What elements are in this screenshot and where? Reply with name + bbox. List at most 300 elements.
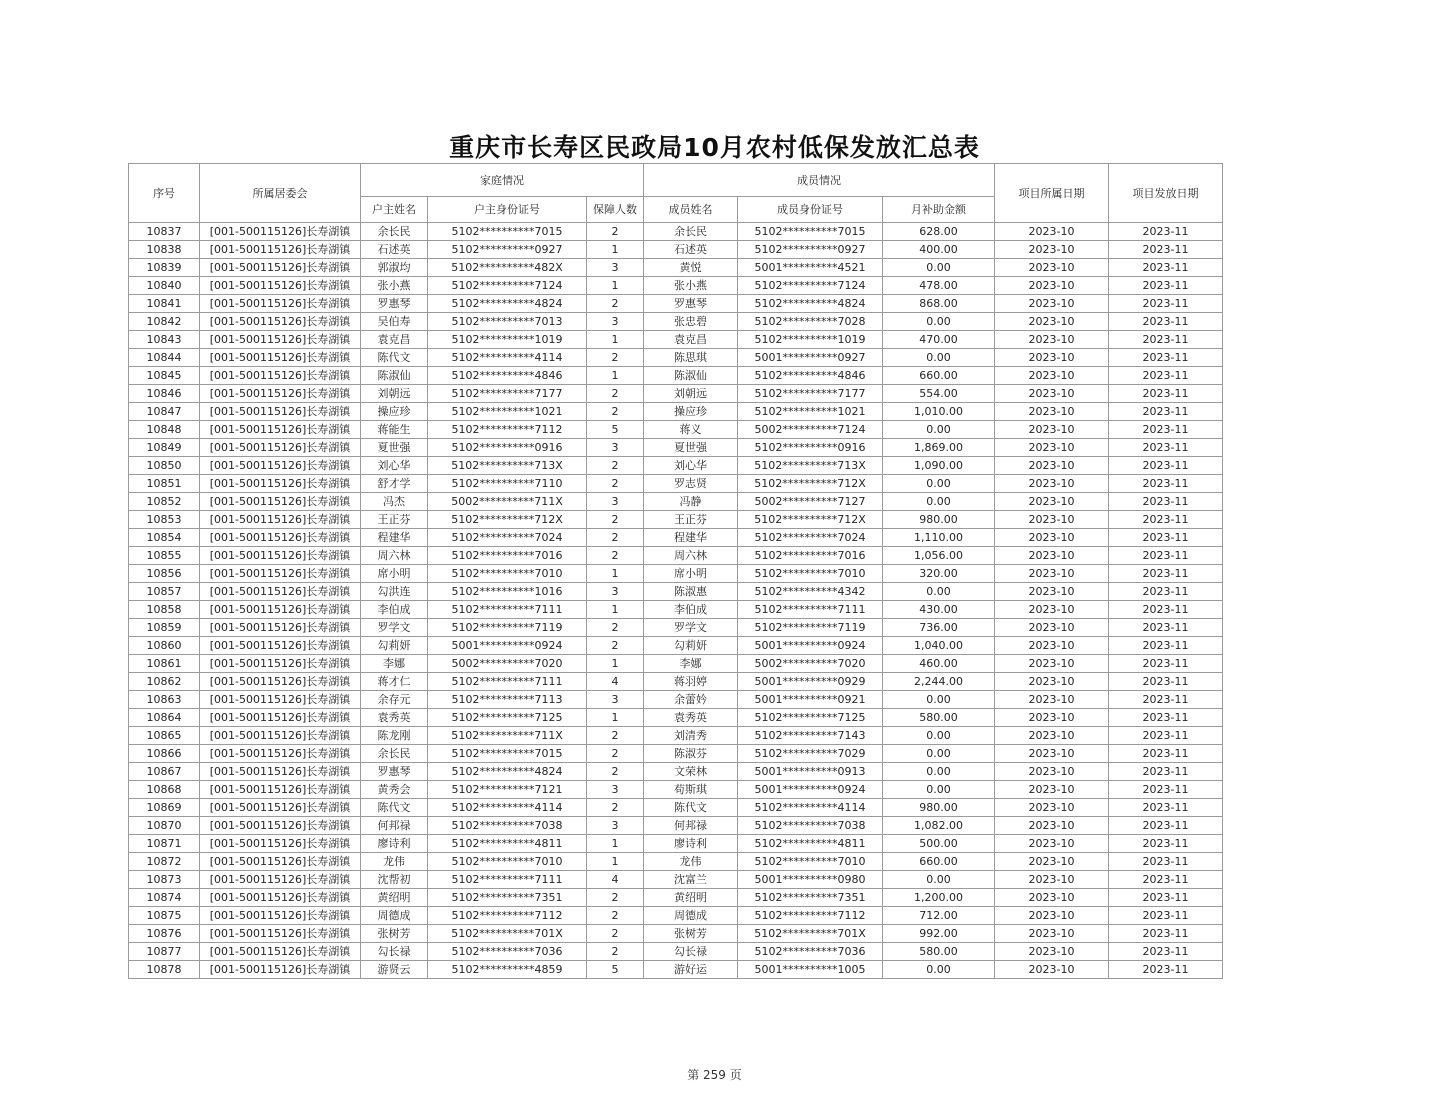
cell-monthly-amount: 0.00 — [883, 871, 995, 889]
cell-member-id: 5102**********7015 — [738, 223, 883, 241]
cell-project-date: 2023-10 — [995, 493, 1109, 511]
cell-member-id: 5001**********4521 — [738, 259, 883, 277]
cell-member-name: 沈富兰 — [644, 871, 738, 889]
cell-monthly-amount: 320.00 — [883, 565, 995, 583]
table-row — [129, 367, 1223, 385]
cell-head-id: 5102**********4114 — [428, 349, 587, 367]
cell-committee: [001-500115126]长寿湖镇 — [200, 547, 361, 565]
cell-head-name: 刘朝远 — [361, 385, 428, 403]
cell-monthly-amount: 0.00 — [883, 493, 995, 511]
cell-monthly-amount: 0.00 — [883, 475, 995, 493]
table-row — [129, 583, 1223, 601]
cell-insured-count: 1 — [587, 655, 644, 673]
cell-project-date: 2023-10 — [995, 241, 1109, 259]
cell-committee: [001-500115126]长寿湖镇 — [200, 439, 361, 457]
cell-member-id: 5001**********0921 — [738, 691, 883, 709]
cell-committee: [001-500115126]长寿湖镇 — [200, 403, 361, 421]
cell-insured-count: 5 — [587, 961, 644, 979]
cell-project-date: 2023-10 — [995, 745, 1109, 763]
cell-head-id: 5102**********713X — [428, 457, 587, 475]
cell-member-name: 石述英 — [644, 241, 738, 259]
cell-serial: 10842 — [129, 313, 200, 331]
cell-member-name: 陈淑惠 — [644, 583, 738, 601]
cell-head-id: 5102**********7036 — [428, 943, 587, 961]
cell-head-id: 5102**********7015 — [428, 745, 587, 763]
cell-project-date: 2023-10 — [995, 403, 1109, 421]
cell-project-date: 2023-10 — [995, 727, 1109, 745]
cell-insured-count: 2 — [587, 385, 644, 403]
cell-head-name: 龙伟 — [361, 853, 428, 871]
table-row — [129, 403, 1223, 421]
cell-member-id: 5102**********0927 — [738, 241, 883, 259]
cell-head-name: 何邦禄 — [361, 817, 428, 835]
table-row — [129, 475, 1223, 493]
cell-member-id: 5102**********1019 — [738, 331, 883, 349]
cell-head-name: 袁秀英 — [361, 709, 428, 727]
table-row — [129, 727, 1223, 745]
cell-issue-date: 2023-11 — [1109, 331, 1223, 349]
cell-project-date: 2023-10 — [995, 277, 1109, 295]
cell-member-name: 程建华 — [644, 529, 738, 547]
table-row — [129, 745, 1223, 763]
cell-monthly-amount: 554.00 — [883, 385, 995, 403]
cell-serial: 10872 — [129, 853, 200, 871]
table-row — [129, 547, 1223, 565]
cell-project-date: 2023-10 — [995, 943, 1109, 961]
col-header-member-id: 成员身份证号 — [738, 197, 883, 223]
cell-member-name: 勾莉妍 — [644, 637, 738, 655]
table-row — [129, 655, 1223, 673]
cell-member-name: 罗志贤 — [644, 475, 738, 493]
cell-head-id: 5102**********4859 — [428, 961, 587, 979]
cell-project-date: 2023-10 — [995, 601, 1109, 619]
cell-issue-date: 2023-11 — [1109, 691, 1223, 709]
cell-head-name: 游贤云 — [361, 961, 428, 979]
cell-insured-count: 2 — [587, 529, 644, 547]
cell-monthly-amount: 0.00 — [883, 583, 995, 601]
cell-head-name: 夏世强 — [361, 439, 428, 457]
cell-monthly-amount: 478.00 — [883, 277, 995, 295]
cell-head-id: 5102**********7024 — [428, 529, 587, 547]
cell-head-name: 罗学文 — [361, 619, 428, 637]
cell-issue-date: 2023-11 — [1109, 961, 1223, 979]
cell-head-id: 5102**********7111 — [428, 601, 587, 619]
table-row — [129, 619, 1223, 637]
cell-issue-date: 2023-11 — [1109, 871, 1223, 889]
cell-issue-date: 2023-11 — [1109, 943, 1223, 961]
cell-serial: 10837 — [129, 223, 200, 241]
cell-monthly-amount: 980.00 — [883, 511, 995, 529]
cell-insured-count: 2 — [587, 457, 644, 475]
cell-insured-count: 2 — [587, 511, 644, 529]
cell-insured-count: 2 — [587, 403, 644, 421]
cell-project-date: 2023-10 — [995, 295, 1109, 313]
col-header-member-name: 成员姓名 — [644, 197, 738, 223]
cell-head-name: 陈淑仙 — [361, 367, 428, 385]
cell-insured-count: 3 — [587, 439, 644, 457]
cell-member-name: 文荣林 — [644, 763, 738, 781]
cell-serial: 10858 — [129, 601, 200, 619]
cell-head-id: 5102**********482X — [428, 259, 587, 277]
cell-monthly-amount: 1,040.00 — [883, 637, 995, 655]
cell-head-name: 罗惠琴 — [361, 295, 428, 313]
cell-member-name: 王正芬 — [644, 511, 738, 529]
cell-monthly-amount: 0.00 — [883, 961, 995, 979]
cell-monthly-amount: 460.00 — [883, 655, 995, 673]
cell-insured-count: 1 — [587, 331, 644, 349]
cell-head-id: 5102**********7124 — [428, 277, 587, 295]
cell-member-id: 5102**********7143 — [738, 727, 883, 745]
cell-member-id: 5102**********7177 — [738, 385, 883, 403]
cell-member-id: 5001**********0927 — [738, 349, 883, 367]
cell-serial: 10855 — [129, 547, 200, 565]
cell-head-name: 罗惠琴 — [361, 763, 428, 781]
cell-issue-date: 2023-11 — [1109, 349, 1223, 367]
cell-project-date: 2023-10 — [995, 637, 1109, 655]
table-row — [129, 295, 1223, 313]
cell-serial: 10859 — [129, 619, 200, 637]
cell-project-date: 2023-10 — [995, 385, 1109, 403]
cell-committee: [001-500115126]长寿湖镇 — [200, 583, 361, 601]
cell-head-name: 蒋才仁 — [361, 673, 428, 691]
cell-head-id: 5102**********0927 — [428, 241, 587, 259]
cell-committee: [001-500115126]长寿湖镇 — [200, 655, 361, 673]
cell-head-id: 5102**********7111 — [428, 871, 587, 889]
cell-member-name: 黄绍明 — [644, 889, 738, 907]
cell-committee: [001-500115126]长寿湖镇 — [200, 709, 361, 727]
cell-monthly-amount: 1,200.00 — [883, 889, 995, 907]
cell-issue-date: 2023-11 — [1109, 367, 1223, 385]
cell-insured-count: 1 — [587, 565, 644, 583]
cell-monthly-amount: 1,082.00 — [883, 817, 995, 835]
cell-head-id: 5102**********7010 — [428, 853, 587, 871]
cell-serial: 10862 — [129, 673, 200, 691]
cell-project-date: 2023-10 — [995, 799, 1109, 817]
cell-head-name: 李伯成 — [361, 601, 428, 619]
cell-member-id: 5001**********0924 — [738, 637, 883, 655]
cell-head-name: 勾洪连 — [361, 583, 428, 601]
cell-insured-count: 2 — [587, 619, 644, 637]
table-row — [129, 529, 1223, 547]
cell-issue-date: 2023-11 — [1109, 619, 1223, 637]
table-row — [129, 907, 1223, 925]
cell-member-id: 5002**********7127 — [738, 493, 883, 511]
cell-committee: [001-500115126]长寿湖镇 — [200, 799, 361, 817]
cell-serial: 10849 — [129, 439, 200, 457]
cell-insured-count: 2 — [587, 745, 644, 763]
cell-monthly-amount: 1,010.00 — [883, 403, 995, 421]
table-row — [129, 889, 1223, 907]
cell-serial: 10852 — [129, 493, 200, 511]
cell-serial: 10856 — [129, 565, 200, 583]
cell-head-name: 廖诗利 — [361, 835, 428, 853]
cell-head-name: 王正芬 — [361, 511, 428, 529]
cell-member-id: 5102**********7125 — [738, 709, 883, 727]
cell-insured-count: 1 — [587, 835, 644, 853]
table-row — [129, 709, 1223, 727]
cell-head-name: 黄秀会 — [361, 781, 428, 799]
cell-serial: 10877 — [129, 943, 200, 961]
cell-committee: [001-500115126]长寿湖镇 — [200, 763, 361, 781]
cell-head-id: 5102**********7112 — [428, 907, 587, 925]
cell-issue-date: 2023-11 — [1109, 673, 1223, 691]
cell-head-id: 5102**********4846 — [428, 367, 587, 385]
cell-project-date: 2023-10 — [995, 655, 1109, 673]
cell-head-id: 5102**********7016 — [428, 547, 587, 565]
cell-monthly-amount: 1,869.00 — [883, 439, 995, 457]
table-row — [129, 943, 1223, 961]
cell-head-id: 5102**********701X — [428, 925, 587, 943]
cell-member-id: 5102**********4342 — [738, 583, 883, 601]
cell-issue-date: 2023-11 — [1109, 439, 1223, 457]
cell-head-id: 5102**********7111 — [428, 673, 587, 691]
cell-member-name: 周六林 — [644, 547, 738, 565]
table-row — [129, 385, 1223, 403]
table-row — [129, 799, 1223, 817]
cell-insured-count: 1 — [587, 367, 644, 385]
cell-member-name: 冯静 — [644, 493, 738, 511]
cell-monthly-amount: 712.00 — [883, 907, 995, 925]
table-row — [129, 961, 1223, 979]
cell-member-name: 罗学文 — [644, 619, 738, 637]
col-header-head-id: 户主身份证号 — [428, 197, 587, 223]
cell-committee: [001-500115126]长寿湖镇 — [200, 277, 361, 295]
cell-monthly-amount: 0.00 — [883, 313, 995, 331]
cell-serial: 10843 — [129, 331, 200, 349]
cell-issue-date: 2023-11 — [1109, 547, 1223, 565]
cell-head-name: 勾莉妍 — [361, 637, 428, 655]
cell-committee: [001-500115126]长寿湖镇 — [200, 691, 361, 709]
cell-member-name: 罗惠琴 — [644, 295, 738, 313]
cell-serial: 10878 — [129, 961, 200, 979]
cell-committee: [001-500115126]长寿湖镇 — [200, 745, 361, 763]
cell-insured-count: 5 — [587, 421, 644, 439]
cell-project-date: 2023-10 — [995, 925, 1109, 943]
cell-monthly-amount: 0.00 — [883, 421, 995, 439]
cell-insured-count: 2 — [587, 637, 644, 655]
cell-member-name: 张树芳 — [644, 925, 738, 943]
cell-issue-date: 2023-11 — [1109, 727, 1223, 745]
cell-committee: [001-500115126]长寿湖镇 — [200, 529, 361, 547]
cell-issue-date: 2023-11 — [1109, 655, 1223, 673]
cell-serial: 10853 — [129, 511, 200, 529]
cell-serial: 10865 — [129, 727, 200, 745]
cell-serial: 10874 — [129, 889, 200, 907]
cell-issue-date: 2023-11 — [1109, 259, 1223, 277]
cell-insured-count: 3 — [587, 817, 644, 835]
cell-member-id: 5001**********1005 — [738, 961, 883, 979]
cell-monthly-amount: 980.00 — [883, 799, 995, 817]
cell-serial: 10847 — [129, 403, 200, 421]
cell-insured-count: 4 — [587, 673, 644, 691]
cell-issue-date: 2023-11 — [1109, 601, 1223, 619]
cell-issue-date: 2023-11 — [1109, 529, 1223, 547]
cell-insured-count: 1 — [587, 601, 644, 619]
cell-member-name: 苟斯琪 — [644, 781, 738, 799]
cell-committee: [001-500115126]长寿湖镇 — [200, 943, 361, 961]
cell-insured-count: 2 — [587, 295, 644, 313]
cell-insured-count: 3 — [587, 313, 644, 331]
cell-project-date: 2023-10 — [995, 871, 1109, 889]
cell-member-name: 张小燕 — [644, 277, 738, 295]
cell-project-date: 2023-10 — [995, 367, 1109, 385]
cell-project-date: 2023-10 — [995, 565, 1109, 583]
cell-head-name: 吴伯寿 — [361, 313, 428, 331]
cell-serial: 10861 — [129, 655, 200, 673]
cell-committee: [001-500115126]长寿湖镇 — [200, 907, 361, 925]
cell-member-id: 5102**********7111 — [738, 601, 883, 619]
cell-project-date: 2023-10 — [995, 583, 1109, 601]
cell-member-name: 席小明 — [644, 565, 738, 583]
cell-member-name: 何邦禄 — [644, 817, 738, 835]
cell-member-name: 廖诗利 — [644, 835, 738, 853]
cell-insured-count: 1 — [587, 709, 644, 727]
cell-insured-count: 2 — [587, 547, 644, 565]
cell-member-id: 5102**********7119 — [738, 619, 883, 637]
cell-member-id: 5102**********4811 — [738, 835, 883, 853]
cell-issue-date: 2023-11 — [1109, 241, 1223, 259]
cell-serial: 10868 — [129, 781, 200, 799]
cell-member-id: 5001**********0924 — [738, 781, 883, 799]
cell-member-name: 龙伟 — [644, 853, 738, 871]
cell-committee: [001-500115126]长寿湖镇 — [200, 385, 361, 403]
cell-member-id: 5102**********7010 — [738, 565, 883, 583]
cell-insured-count: 2 — [587, 763, 644, 781]
cell-head-id: 5102**********7013 — [428, 313, 587, 331]
col-group-member: 成员情况 — [644, 164, 995, 197]
cell-project-date: 2023-10 — [995, 691, 1109, 709]
cell-issue-date: 2023-11 — [1109, 889, 1223, 907]
cell-serial: 10870 — [129, 817, 200, 835]
cell-project-date: 2023-10 — [995, 889, 1109, 907]
table-header — [129, 164, 1223, 223]
cell-project-date: 2023-10 — [995, 331, 1109, 349]
cell-member-id: 5102**********712X — [738, 511, 883, 529]
cell-head-name: 刘心华 — [361, 457, 428, 475]
cell-head-id: 5001**********0924 — [428, 637, 587, 655]
cell-insured-count: 2 — [587, 349, 644, 367]
cell-issue-date: 2023-11 — [1109, 385, 1223, 403]
cell-serial: 10863 — [129, 691, 200, 709]
cell-project-date: 2023-10 — [995, 907, 1109, 925]
cell-member-name: 勾长禄 — [644, 943, 738, 961]
cell-member-id: 5001**********0929 — [738, 673, 883, 691]
cell-member-id: 5102**********7028 — [738, 313, 883, 331]
cell-member-id: 5102**********4846 — [738, 367, 883, 385]
cell-issue-date: 2023-11 — [1109, 475, 1223, 493]
page-title: 重庆市长寿区民政局10月农村低保发放汇总表 — [449, 133, 980, 162]
cell-insured-count: 4 — [587, 871, 644, 889]
cell-head-name: 勾长禄 — [361, 943, 428, 961]
cell-member-id: 5102**********7038 — [738, 817, 883, 835]
cell-issue-date: 2023-11 — [1109, 907, 1223, 925]
cell-project-date: 2023-10 — [995, 835, 1109, 853]
cell-monthly-amount: 0.00 — [883, 727, 995, 745]
cell-project-date: 2023-10 — [995, 817, 1109, 835]
cell-member-id: 5102**********4114 — [738, 799, 883, 817]
cell-project-date: 2023-10 — [995, 421, 1109, 439]
cell-member-name: 周德成 — [644, 907, 738, 925]
cell-insured-count: 2 — [587, 727, 644, 745]
cell-head-id: 5102**********711X — [428, 727, 587, 745]
cell-serial: 10840 — [129, 277, 200, 295]
cell-serial: 10844 — [129, 349, 200, 367]
table-body — [129, 223, 1223, 979]
cell-monthly-amount: 0.00 — [883, 781, 995, 799]
table-row — [129, 673, 1223, 691]
cell-head-id: 5102**********4824 — [428, 295, 587, 313]
cell-committee: [001-500115126]长寿湖镇 — [200, 889, 361, 907]
cell-head-name: 郭淑均 — [361, 259, 428, 277]
table-row — [129, 925, 1223, 943]
cell-committee: [001-500115126]长寿湖镇 — [200, 349, 361, 367]
cell-serial: 10857 — [129, 583, 200, 601]
cell-head-name: 周六林 — [361, 547, 428, 565]
cell-committee: [001-500115126]长寿湖镇 — [200, 835, 361, 853]
cell-head-name: 陈代文 — [361, 799, 428, 817]
cell-head-id: 5102**********7119 — [428, 619, 587, 637]
cell-insured-count: 3 — [587, 691, 644, 709]
col-header-head-name: 户主姓名 — [361, 197, 428, 223]
cell-issue-date: 2023-11 — [1109, 223, 1223, 241]
col-header-insured-count: 保障人数 — [587, 197, 644, 223]
col-group-family: 家庭情况 — [361, 164, 644, 197]
cell-monthly-amount: 500.00 — [883, 835, 995, 853]
cell-member-id: 5102**********7024 — [738, 529, 883, 547]
cell-insured-count: 1 — [587, 853, 644, 871]
cell-head-name: 余长民 — [361, 223, 428, 241]
cell-insured-count: 1 — [587, 277, 644, 295]
cell-head-id: 5102**********7125 — [428, 709, 587, 727]
cell-issue-date: 2023-11 — [1109, 403, 1223, 421]
cell-head-id: 5102**********7010 — [428, 565, 587, 583]
cell-member-name: 余蕾妗 — [644, 691, 738, 709]
table-row — [129, 637, 1223, 655]
cell-serial: 10873 — [129, 871, 200, 889]
cell-head-id: 5102**********712X — [428, 511, 587, 529]
cell-project-date: 2023-10 — [995, 529, 1109, 547]
cell-head-id: 5102**********7121 — [428, 781, 587, 799]
cell-member-name: 刘清秀 — [644, 727, 738, 745]
cell-head-id: 5102**********1021 — [428, 403, 587, 421]
cell-member-name: 刘心华 — [644, 457, 738, 475]
cell-issue-date: 2023-11 — [1109, 277, 1223, 295]
cell-member-name: 夏世强 — [644, 439, 738, 457]
cell-committee: [001-500115126]长寿湖镇 — [200, 241, 361, 259]
cell-member-name: 蒋羽婷 — [644, 673, 738, 691]
cell-project-date: 2023-10 — [995, 853, 1109, 871]
cell-serial: 10875 — [129, 907, 200, 925]
cell-monthly-amount: 0.00 — [883, 349, 995, 367]
cell-issue-date: 2023-11 — [1109, 763, 1223, 781]
cell-committee: [001-500115126]长寿湖镇 — [200, 871, 361, 889]
table-row — [129, 601, 1223, 619]
cell-committee: [001-500115126]长寿湖镇 — [200, 295, 361, 313]
cell-project-date: 2023-10 — [995, 673, 1109, 691]
cell-head-id: 5102**********4114 — [428, 799, 587, 817]
cell-head-name: 张树芳 — [361, 925, 428, 943]
cell-serial: 10854 — [129, 529, 200, 547]
cell-insured-count: 2 — [587, 799, 644, 817]
cell-committee: [001-500115126]长寿湖镇 — [200, 619, 361, 637]
col-header-project-date: 项目所属日期 — [995, 164, 1109, 223]
cell-member-id: 5002**********7020 — [738, 655, 883, 673]
cell-member-id: 5102**********7016 — [738, 547, 883, 565]
cell-serial: 10860 — [129, 637, 200, 655]
cell-committee: [001-500115126]长寿湖镇 — [200, 367, 361, 385]
cell-head-name: 程建华 — [361, 529, 428, 547]
cell-issue-date: 2023-11 — [1109, 565, 1223, 583]
